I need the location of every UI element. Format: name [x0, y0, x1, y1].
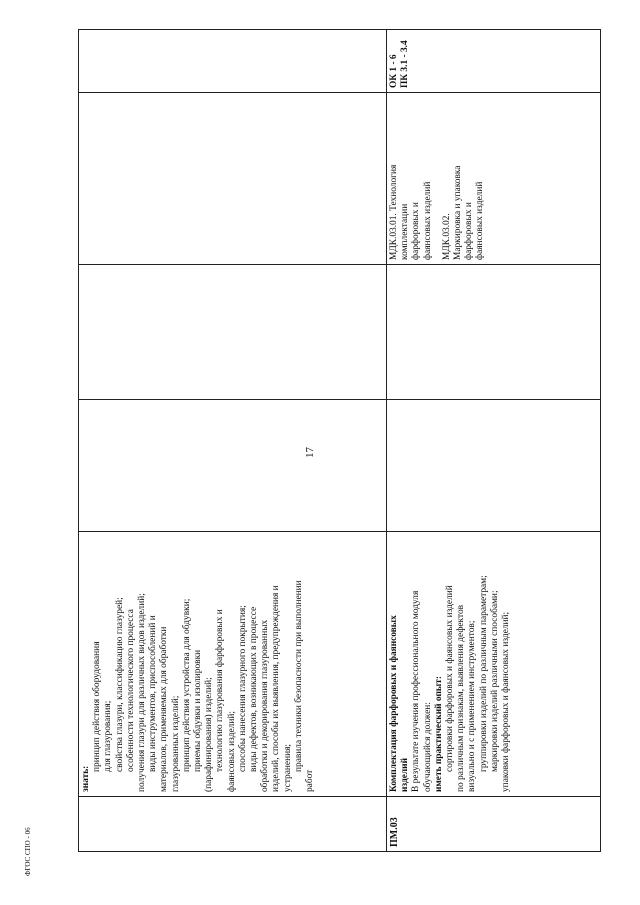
- page-number: 17: [304, 447, 316, 458]
- list-item: материалов, применяемых для обработки: [159, 626, 170, 792]
- cell-empty: [79, 400, 387, 532]
- cell-mdk-list: [387, 93, 601, 265]
- list-item: (парафинирования) изделий;: [204, 677, 215, 792]
- list-item: устранения;: [282, 743, 293, 792]
- list-item: маркировки изделий различными способами;: [489, 590, 500, 772]
- table-row-pm03: [387, 30, 601, 852]
- cell-competencies: [387, 30, 601, 93]
- cell-empty: [79, 30, 387, 93]
- list-item: технологию глазурования фарфоровых и: [215, 609, 226, 772]
- list-item: работ: [305, 769, 316, 792]
- list-item: для глазурования;: [103, 700, 114, 772]
- module-code: ПМ.03: [389, 817, 400, 847]
- list-item: изделий, способы их выявления, предупреждения и: [271, 585, 282, 792]
- mdk-item: фарфоровых и: [464, 202, 475, 260]
- list-item: виды дефектов, возникающих в процессе: [249, 606, 260, 772]
- list-item: сортировки фарфоровых и фаянсовых изделий: [445, 585, 456, 772]
- list-item: свойства глазури, классификацию глазурей;: [114, 597, 125, 772]
- list-item: по различным признакам, выявления дефектов: [456, 604, 467, 792]
- list-item: принцип действия оборудования: [92, 641, 103, 772]
- mdk-item: МДК.03.02.: [441, 213, 452, 260]
- mdk-item: Маркировка и упаковка: [453, 165, 464, 260]
- mdk-item: МДК.03.01. Технология: [389, 164, 399, 260]
- footer-code: ФГОС СПО - 06: [24, 827, 32, 876]
- list-item: правила техники безопасности при выполнении: [293, 580, 304, 772]
- table-row-continuation: [79, 30, 387, 852]
- list-item: обработки и декорирования глазурованных: [260, 619, 271, 792]
- competency-pk: ПК 3.1 - 3.4: [400, 40, 411, 88]
- cell-module-code: [387, 797, 601, 852]
- list-item: фаянсовых изделий;: [226, 711, 237, 792]
- practice-heading: иметь практический опыт:: [433, 676, 444, 792]
- cell-empty: [387, 265, 601, 400]
- knowledge-heading: знать:: [81, 765, 91, 792]
- module-intro: В результате изучения профессионального модуля: [411, 590, 422, 792]
- mdk-item: фаянсовых изделий: [422, 181, 433, 260]
- competency-ok: ОК 1 - 6: [389, 54, 399, 88]
- cell-module-description: [387, 532, 601, 797]
- cell-empty: [79, 265, 387, 400]
- list-item: упаковки фарфоровых и фаянсовых изделий;: [501, 611, 512, 792]
- standard-table: [78, 30, 600, 852]
- mdk-item: комплектации: [400, 203, 411, 260]
- list-item: виды инструментов, приспособлений и: [148, 615, 159, 772]
- list-item: глазурованных изделий;: [170, 695, 181, 792]
- list-item: особенности технологического процесса: [125, 609, 136, 772]
- module-intro-cont: обучающийся должен:: [422, 702, 433, 792]
- list-item: приемы обдувки и изолировки: [193, 649, 204, 772]
- module-title-cont: изделий: [400, 758, 411, 792]
- list-item: принцип действия устройства для обдувки;: [181, 598, 192, 772]
- cell-empty: [387, 400, 601, 532]
- modules-table: [78, 29, 601, 852]
- list-item: способы нанесения глазурного покрытия;: [237, 605, 248, 772]
- list-item: группировки изделий по различным параметрам;: [478, 575, 489, 772]
- cell-code-empty: [79, 797, 387, 852]
- cell-empty: [79, 93, 387, 265]
- module-title: Комплектация фарфоровых и фаянсовых: [389, 615, 399, 792]
- mdk-item: фарфоровых и: [411, 202, 422, 260]
- cell-knowledge-list: [79, 532, 387, 797]
- list-item: получения глазури для различных видов изделий;: [137, 593, 148, 792]
- list-item: визуально и с применением инструментов;: [467, 620, 478, 792]
- mdk-item: фаянсовых изделий: [475, 181, 486, 260]
